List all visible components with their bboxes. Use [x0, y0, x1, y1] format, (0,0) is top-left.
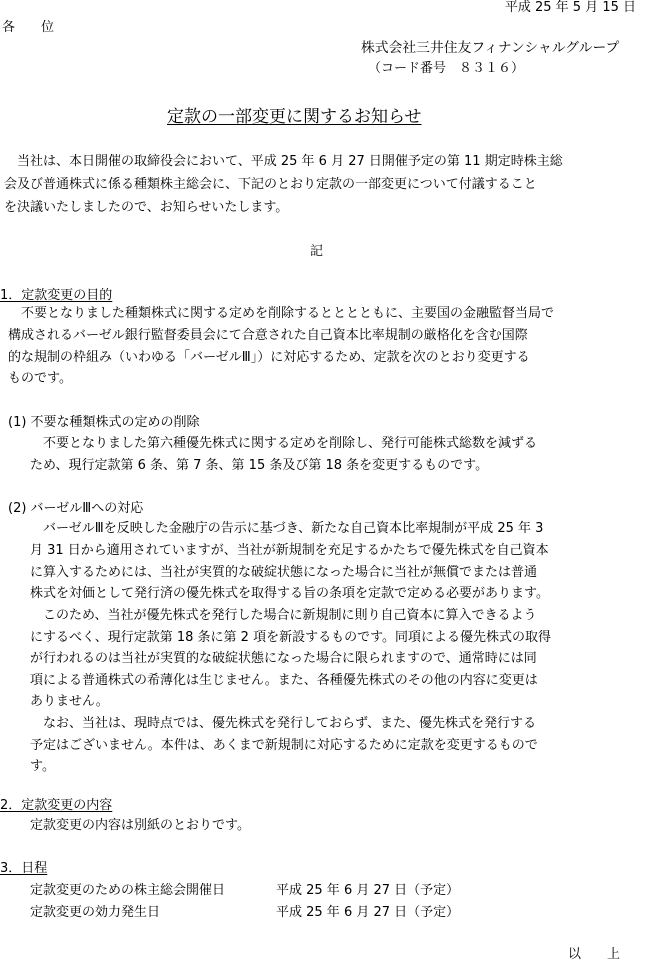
intro-line: を決議いたしましたので、お知らせいたします。	[4, 200, 289, 215]
sub2-line: このため、当社が優先株式を発行した場合に新規制に則り自己資本に算入できるよう	[30, 608, 537, 623]
sub1-line: ため、現行定款第 6 条、第 7 条、第 15 条及び第 18 条を変更するものです。	[30, 458, 489, 473]
section2-body: 定款変更の内容は別紙のとおりです。	[30, 818, 250, 833]
schedule-label: 定款変更のための株主総会開催日	[30, 883, 226, 898]
sub2-line: に算入するためには、当社が実質的な破綻状態になった場合に当社が無償でまたは普通	[30, 565, 538, 580]
sub1-line: 不要となりました第六種優先株式に関する定めを削除し、発行可能株式総数を減ずる	[30, 436, 538, 451]
intro-line: 当社は、本日開催の取締役会において、平成 25 年 6 月 27 日開催予定の第 11 期定時株主総	[4, 154, 563, 169]
section1-line: 構成されるバーゼル銀行監督委員会にて合意された自己資本比率規制の厳格化を含む国際	[8, 328, 528, 343]
section2-heading: 2．定款変更の内容	[0, 798, 113, 813]
schedule-value: 平成 25 年 6 月 27 日（予定）	[276, 905, 460, 920]
sub2-line: バーゼルⅢを反映した金融庁の告示に基づき、新たな自己資本比率規制が平成 25 年 3	[30, 521, 544, 536]
sub2-line: にするべく、現行定款第 18 条に第 2 項を新設するものです。同項による優先株式の取得	[30, 630, 552, 645]
sub2-line: なお、当社は、現時点では、優先株式を発行しておらず、また、優先株式を発行する	[30, 716, 536, 731]
schedule-label: 定款変更の効力発生日	[30, 905, 161, 920]
company-name: 株式会社三井住友フィナンシャルグループ	[361, 40, 620, 56]
sub2-line: 項による普通株式の希薄化は生じません。また、各種優先株式のその他の内容に変更は	[30, 673, 538, 688]
document-date: 平成 25 年 5 月 15 日	[504, 0, 636, 15]
sub2-line: 月 31 日から適用されていますが、当社が新規制を充足するかたちで優先株式を自己資本	[30, 543, 549, 558]
closing-mark: 以 上	[568, 947, 621, 962]
ki-marker: 記	[310, 244, 324, 259]
intro-line: 会及び普通株式に係る種類株主総会に、下記のとおり定款の一部変更について付議すること	[4, 177, 537, 192]
page-title: 定款の一部変更に関するお知らせ	[167, 107, 422, 127]
recipient-line: 各 位	[2, 20, 55, 35]
section1-line: 的な規制の枠組み（いわゆる「バーゼルⅢ」）に対応するため、定款を次のとおり変更する	[8, 350, 530, 365]
sub2-line: ありません。	[30, 694, 109, 709]
section3-heading: 3．日程	[0, 861, 48, 876]
sub2-line: が行われるのは当社が実質的な破綻状態になった場合に限られますので、通常時には同	[30, 651, 537, 666]
sub1-heading: (1) 不要な種類株式の定めの削除	[8, 415, 200, 430]
stock-code: （コード番号 ８３１６）	[368, 61, 525, 76]
section1-heading: 1．定款変更の目的	[0, 288, 113, 303]
section1-line: ものです。	[8, 371, 72, 386]
sub2-line: す。	[30, 759, 55, 774]
sub2-line: 予定はございません。本件は、あくまで新規制に対応するために定款を変更するもので	[30, 738, 538, 753]
sub2-line: 株式を対価として発行済の優先株式を取得する旨の条項を定款で定める必要があります。	[30, 586, 549, 601]
sub2-heading: (2) バーゼルⅢへの対応	[8, 501, 144, 516]
schedule-value: 平成 25 年 6 月 27 日（予定）	[276, 883, 460, 898]
section1-line: 不要となりました種類株式に関する定めを削除するとととともに、主要国の金融監督当局で	[8, 306, 555, 321]
